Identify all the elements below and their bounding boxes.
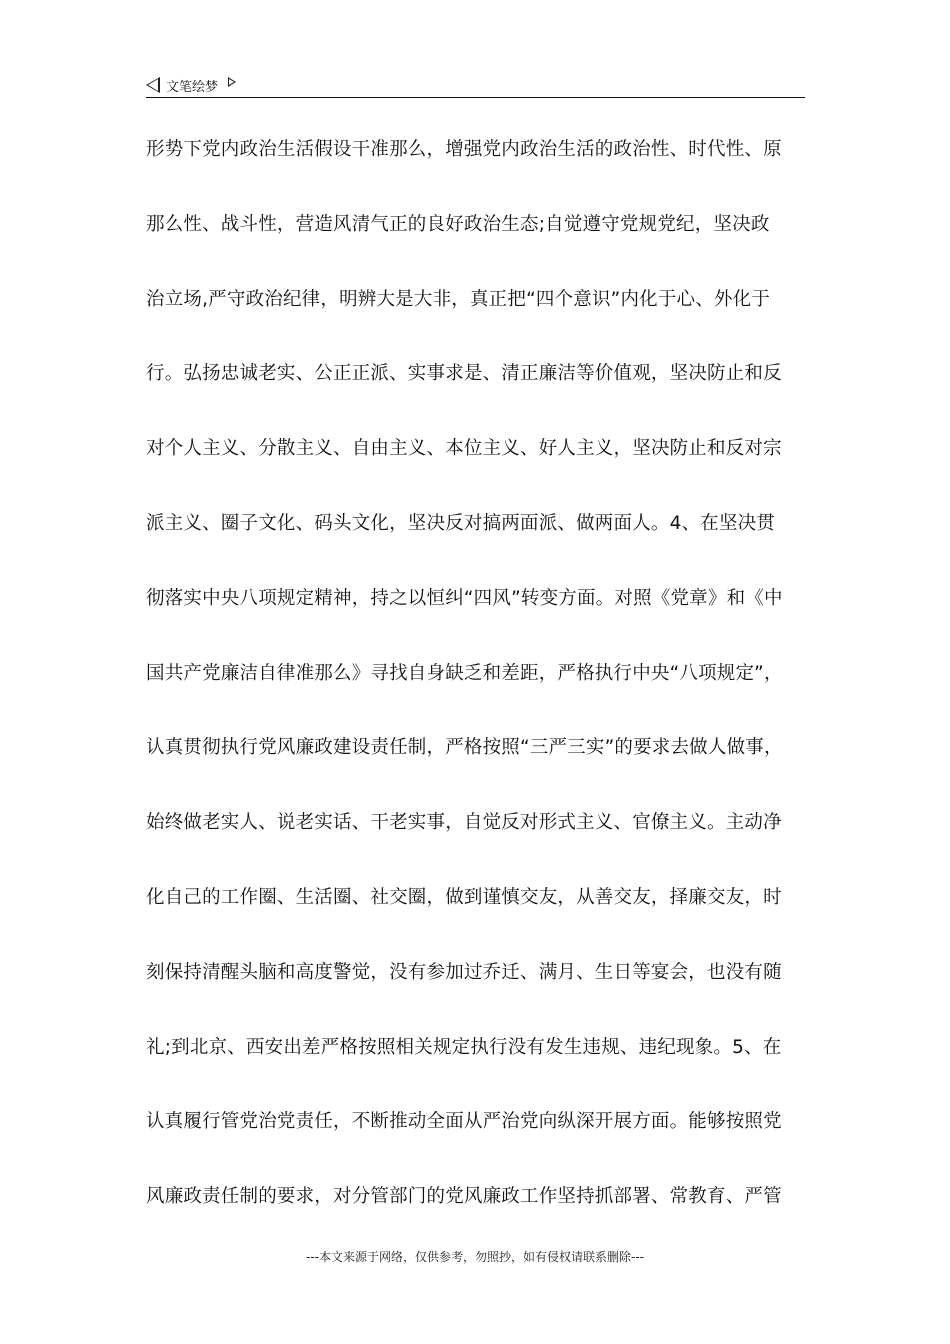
document-header (146, 74, 236, 96)
text-line: 派主义、圈子文化、码头文化，坚决反对搞两面派、做两面人。4、在坚决贯 (146, 512, 776, 534)
text-line: 对个人主义、分散主义、自由主义、本位主义、好人主义，坚决防止和反对宗 (146, 438, 782, 460)
triangle-left-icon (146, 77, 160, 93)
text-line: 化自己的工作圈、生活圈、社交圈，做到谨慎交友，从善交友，择廉交友，时 (146, 886, 782, 908)
header-title: 文笔绘梦 (166, 79, 219, 95)
text-line: 刻保持清醒头脑和高度警觉，没有参加过乔迁、满月、生日等宴会，也没有随 (146, 961, 782, 983)
text-line: 彻落实中央八项规定精神，持之以恒纠“四风”转变方面。对照《党章》和《中 (146, 587, 783, 609)
text-line: 风廉政责任制的要求，对分管部门的党风廉政工作坚持抓部署、常教育、严管 (146, 1186, 782, 1208)
text-line: 行。弘扬忠诚老实、公正正派、实事求是、清正廉洁等价值观，坚决防止和反 (146, 363, 782, 385)
header-divider (146, 97, 805, 98)
body-text (146, 132, 806, 1254)
text-line: 认真履行管党治党责任，不断推动全面从严治党向纵深开展方面。能够按照党 (146, 1111, 782, 1133)
text-line: 国共产党廉洁自律准那么》寻找自身缺乏和差距，严格执行中央“八项规定”， (146, 662, 783, 684)
text-line: 认真贯彻执行党风廉政建设责任制，严格按照“三严三实”的要求去做人做事， (146, 737, 783, 759)
text-line: 礼;到北京、西安出差严格按照相关规定执行没有发生违规、违纪现象。5、在 (146, 1036, 782, 1058)
text-line: 治立场,严守政治纪律，明辨大是大非，真正把“四个意识”内化于心、外化于 (146, 288, 771, 310)
triangle-right-icon (228, 77, 236, 87)
text-line: 那么性、战斗性，营造风清气正的良好政治生态;自觉遵守党规党纪，坚决政 (146, 213, 770, 235)
text-line: 形势下党内政治生活假设干准那么，增强党内政治生活的政治性、时代性、原 (146, 139, 782, 160)
footer-note: ---本文来源于网络，仅供参考，勿照抄，如有侵权请联系删除--- (306, 1250, 644, 1264)
text-line: 始终做老实人、说老实话、干老实事，自觉反对形式主义、官僚主义。主动净 (146, 812, 782, 834)
